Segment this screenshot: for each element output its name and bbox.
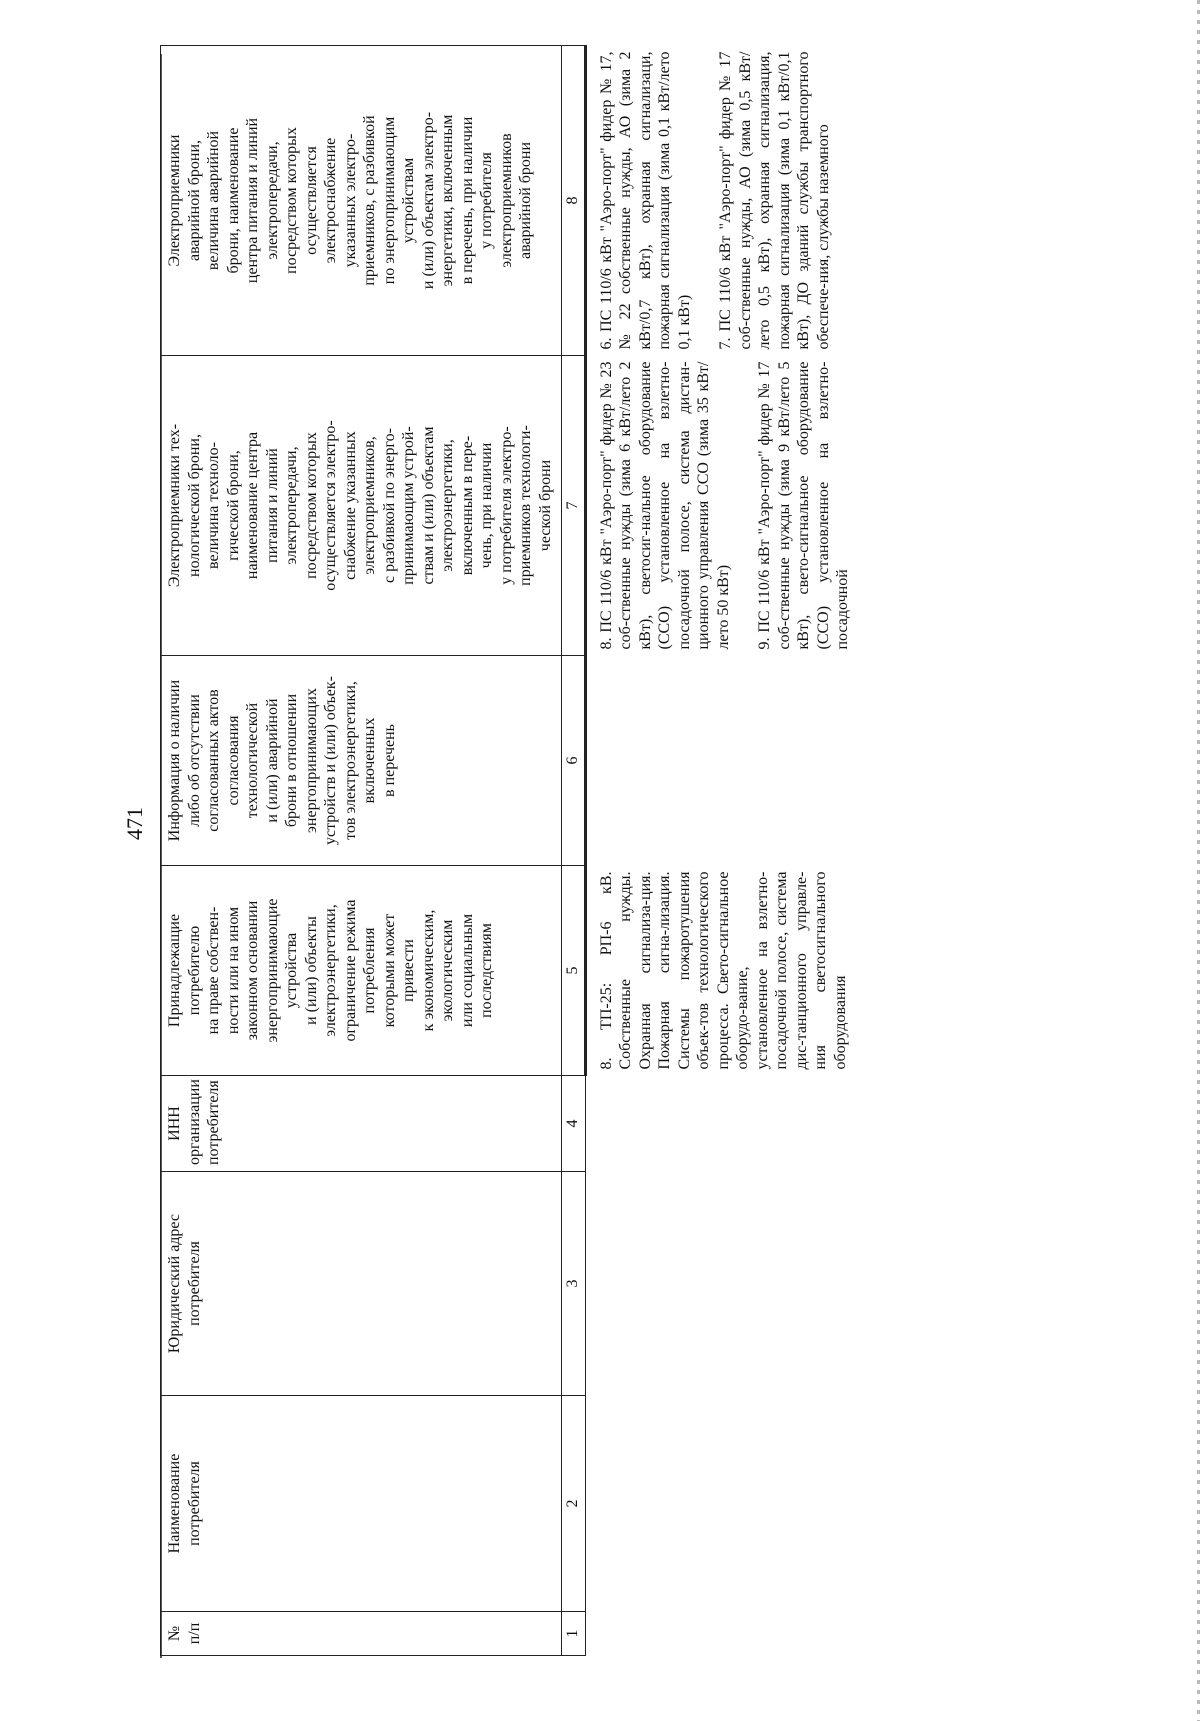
header-cell-receivers: Принадлежащие потребителю на праве собствен- ности или на ином законном основании энергопринимающие устройства и (или) объекты электроэнергетики, ограничение режима потребления которыми может привести к экономическим, экологическим или социальным последствиям: [161, 866, 562, 1076]
column-number: 2: [562, 1396, 586, 1612]
column-number: 4: [562, 1076, 586, 1172]
emergency-reserve-item: 6. ПС 110/6 кВт "Аэро-порт" фидер № 17, № 22 собственные нужды, АО (зима 2 кВт/0,7 кВт), охранная сигнализаци, пожарная сигнализация (зима 0,1 кВт/лето 0,1 кВт): [597, 51, 693, 350]
cell-emergency-reserve: [585, 46, 879, 356]
header-cell-inn: ИНН организации потребителя: [161, 1076, 562, 1172]
header-cell-legal-address: Юридический адрес потребителя: [161, 1172, 562, 1396]
column-number: 8: [562, 46, 586, 356]
cell-empty: [585, 1076, 879, 1172]
header-cell-number: № п/п: [161, 1612, 562, 1656]
tech-reserve-item: 8. ПС 110/6 кВт "Аэро-порт" фидер № 23 соб-ственные нужды (зима 6 кВт/лето 2 кВт), светосиг-нальное оборудование (ССО) установленное на взлетно-посадочной полосе, система дистан-ционного управления ССО (зима 35 кВт/лето 50 кВт): [597, 361, 732, 650]
column-number: 1: [562, 1612, 586, 1656]
header-cell-tech-reserve: Электроприемники тех- нологической брони, величина техноло- гической брони, наименование центра питания и линий электропередачи, посредством которых осуществляется электро- снабжение указанных электроприемников, с разбивкой по энерго- принимающим устрой- ствам и (или) объектам электроэнергетики, включенным в пере- чень, при наличии у потребителя электро- приемников технологи- ческой брони: [161, 356, 562, 656]
cell-empty: [585, 1612, 879, 1656]
consumer-list-table: [160, 45, 879, 1656]
receivers-text: 8. ТП-25: РП-6 кВ. Собственные нужды. Охранная сигнализа-ция. Пожарная сигна-лизация. Системы пожаротушения объек-тов технологического процесса. Свето-сигнальное оборудо-вание, установленное на взлетно-посадочной полосе, система дис-танционного управле-ния светосигнального оборудования: [597, 871, 849, 1070]
tech-reserve-item: 9. ПС 110/6 кВт "Аэро-порт" фидер № 17 соб-ственные нужды (зима 9 кВт/лето 5 кВт), свето-сигнальное оборудование (ССО) установленное на взлетно-посадочной: [756, 361, 852, 650]
rotated-table-frame: [160, 46, 1040, 1656]
column-number: 6: [562, 656, 586, 866]
column-number-row: [562, 46, 586, 1656]
table-row: [585, 46, 879, 1656]
column-number: 3: [562, 1172, 586, 1396]
cell-acts-info: [585, 656, 879, 866]
header-row: [161, 46, 562, 1656]
cell-receivers: [585, 866, 879, 1076]
header-cell-emergency-reserve: Электроприемники аварийной брони, величина аварийной брони, наименование центра питания и линий электропередачи, посредством которых осуществляется электроснабжение указанных электро- приемников, с разбивкой по энергопринимающим устройствам и (или) объектам электро- энергетики, включенным в перечень, при наличии у потребителя электроприемников аварийной брони: [161, 46, 562, 356]
cell-empty: [585, 1396, 879, 1612]
header-cell-acts-info: Информация о наличии либо об отсутствии согласованных актов согласования технологической и (или) аварийной брони в отношении энергопринимающих устройств и (или) объек- тов электроэнергетики, включенных в перечень: [161, 656, 562, 866]
column-number: 5: [562, 866, 586, 1076]
column-number: 7: [562, 356, 586, 656]
emergency-reserve-item: 7. ПС 110/6 кВт "Аэро-порт" фидер № 17 соб-ственные нужды, АО (зима 0,5 кВт/лето 0,5 кВт), охранная сигнализация, пожарная сигнализация (зима 0,1 кВт/0,1 кВт), ДО зданий службы транспортного обеспече-ния, службы наземного: [717, 51, 832, 350]
cell-tech-reserve: [585, 356, 879, 656]
cell-empty: [585, 1172, 879, 1396]
page-number: 471: [122, 807, 147, 840]
header-cell-consumer-name: Наименование потребителя: [161, 1396, 562, 1612]
